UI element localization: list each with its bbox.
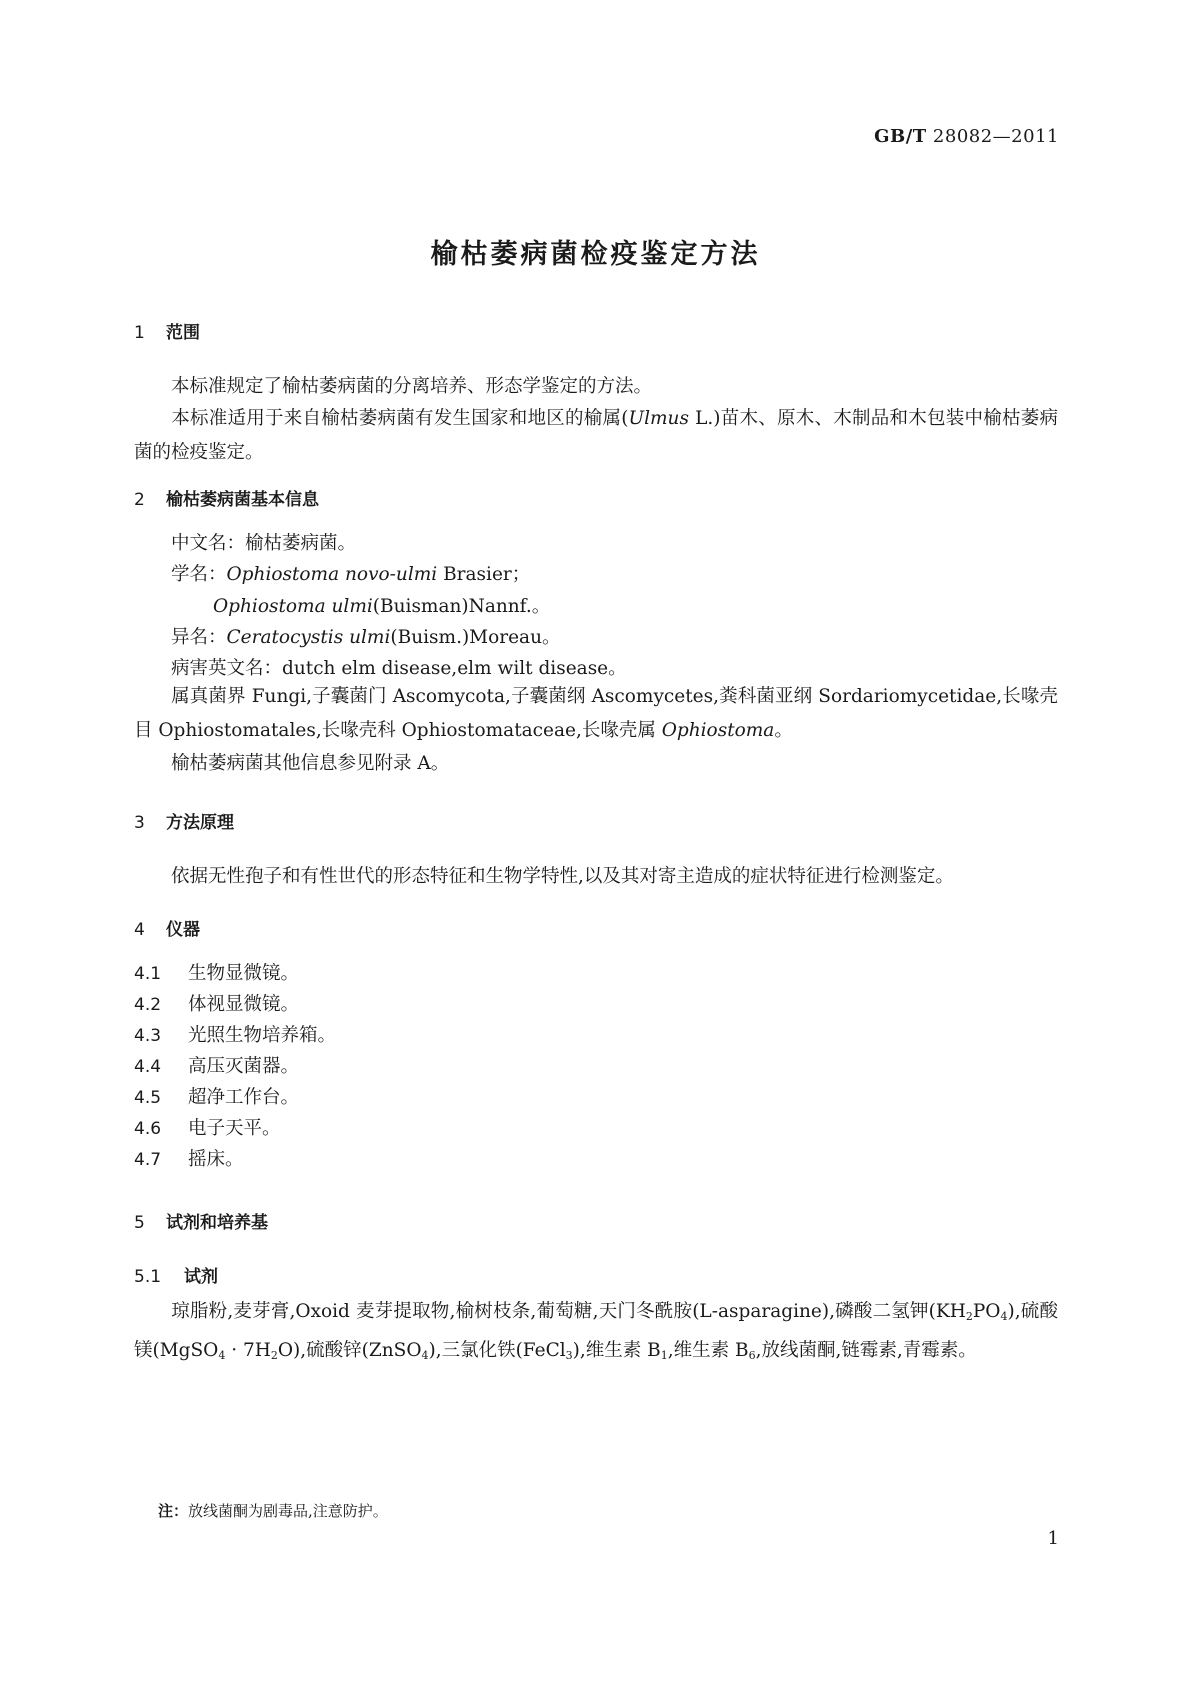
synonym-label: 异名： [171, 627, 227, 648]
item-number: 4.7 [134, 1150, 162, 1170]
item-text: 摇床。 [188, 1149, 244, 1170]
section-title: 试剂和培养基 [166, 1213, 268, 1233]
item-text: 超净工作台。 [188, 1087, 300, 1108]
synonym [171, 623, 561, 649]
instrument-item [134, 1114, 281, 1140]
reagents-text: PO [972, 1301, 1001, 1322]
sci-name-author: (Buisman)Nannf.。 [372, 596, 551, 617]
scientific-name-1 [171, 560, 530, 586]
section-title: 方法原理 [166, 813, 234, 833]
section-number: 5 [134, 1213, 145, 1233]
subscript: 4 [218, 1349, 226, 1362]
scope-text-2b: L.)苗木、原木、木制品和木包装中榆枯萎病菌的检疫鉴定。 [134, 408, 1058, 463]
section-1-heading [134, 318, 200, 343]
genus-ulmus: Ulmus [628, 408, 689, 429]
taxonomy-end: 。 [774, 720, 793, 741]
reagents-text: O),硫酸锌(ZnSO [277, 1340, 422, 1361]
section-3-heading [134, 808, 234, 833]
section-number: 3 [134, 813, 145, 833]
document-title: 榆枯萎病菌检疫鉴定方法 [430, 239, 761, 270]
item-number: 4.4 [134, 1057, 162, 1077]
section-4-heading [134, 915, 200, 940]
section-number: 1 [134, 323, 145, 343]
instrument-item [134, 1145, 244, 1171]
scope-text-1: 本标准规定了榆枯萎病菌的分离培养、形态学鉴定的方法。 [171, 376, 653, 397]
section-number: 4 [134, 920, 145, 940]
principle-text: 依据无性孢子和有性世代的形态特征和生物学特性,以及其对寄主造成的症状特征进行检测鉴定。 [171, 866, 954, 887]
subsection-number: 5.1 [134, 1267, 162, 1287]
item-number: 4.3 [134, 1026, 162, 1046]
section-number: 2 [134, 490, 145, 510]
subscript: 6 [748, 1349, 756, 1362]
subscript: 3 [565, 1349, 573, 1362]
sci-name-italic: Ophiostoma novo-ulmi [226, 564, 438, 585]
other-info: 榆枯萎病菌其他信息参见附录 A。 [171, 753, 450, 774]
item-text: 体视显微镜。 [188, 994, 300, 1015]
synonym-author: (Buism.)Moreau。 [390, 627, 561, 648]
note [158, 1500, 388, 1521]
scope-paragraph-2 [134, 402, 1058, 470]
subscript: 4 [1000, 1310, 1008, 1323]
standard-code-number: 28082—2011 [932, 126, 1059, 147]
item-number: 4.2 [134, 995, 162, 1015]
item-number: 4.1 [134, 964, 162, 984]
reagents-text: ),三氯化铁(FeCl [428, 1340, 566, 1361]
item-text: 光照生物培养箱。 [188, 1025, 337, 1046]
reagents-text: 琼脂粉,麦芽膏,Oxoid 麦芽提取物,榆树枝条,葡萄糖,天门冬酰胺(L-asparagine),磷酸二氢钾(KH [171, 1301, 966, 1322]
section-title: 范围 [166, 323, 200, 343]
item-number: 4.5 [134, 1088, 162, 1108]
instrument-item [134, 1021, 336, 1047]
sci-label: 学名： [171, 564, 227, 585]
subsection-title: 试剂 [184, 1267, 218, 1287]
subscript: 2 [965, 1310, 973, 1323]
instrument-item [134, 1083, 299, 1109]
subscript: 2 [270, 1349, 278, 1362]
principle-paragraph [134, 860, 1058, 894]
english-name: 病害英文名：dutch elm disease,elm wilt disease。 [171, 658, 627, 679]
section-2-heading [134, 485, 319, 510]
sci-name-italic: Ophiostoma ulmi [213, 596, 373, 617]
page-number: 1 [1047, 1528, 1059, 1549]
item-text: 高压灭菌器。 [188, 1056, 300, 1077]
reagents-text: ),维生素 B [572, 1340, 661, 1361]
instrument-item [134, 990, 299, 1016]
taxonomy-paragraph [134, 680, 1058, 748]
genus-ophiostoma: Ophiostoma [661, 720, 775, 741]
taxonomy-text: 属真菌界 Fungi,子囊菌门 Ascomycota,子囊菌纲 Ascomycetes,粪科菌亚纲 Sordariomycetidae,长喙壳目 Ophiostomatales,长喙壳科 Ophiostomataceae,长喙壳属 [134, 686, 1058, 741]
reagents-text: ),硫酸镁(MgSO [134, 1301, 1058, 1361]
standard-code [874, 126, 1059, 147]
reagents-paragraph [134, 1295, 1058, 1373]
item-text: 生物显微镜。 [188, 963, 300, 984]
subscript: 1 [660, 1349, 668, 1362]
standard-code-prefix: GB/T [874, 126, 927, 147]
note-label: 注： [158, 1502, 189, 1520]
synonym-italic: Ceratocystis ulmi [226, 627, 391, 648]
reagents-text: ,放线菌酮,链霉素,青霉素。 [755, 1340, 977, 1361]
scope-paragraph-1 [134, 370, 1058, 404]
section-title: 榆枯萎病菌基本信息 [166, 490, 319, 510]
section-5-heading [134, 1208, 268, 1233]
section-title: 仪器 [166, 920, 200, 940]
instrument-item [134, 1052, 299, 1078]
scientific-name-2 [213, 592, 550, 618]
reagents-text: ,维生素 B [667, 1340, 749, 1361]
sci-name-author: Brasier； [437, 564, 531, 585]
reagents-text: · 7H [225, 1340, 271, 1361]
item-text: 电子天平。 [188, 1118, 281, 1139]
scope-text-2a: 本标准适用于来自榆枯萎病菌有发生国家和地区的榆属( [171, 408, 629, 429]
section-5-1-heading [134, 1262, 218, 1287]
subscript: 4 [421, 1349, 429, 1362]
chinese-name: 中文名：榆枯萎病菌。 [171, 533, 357, 554]
item-number: 4.6 [134, 1119, 162, 1139]
note-text: 放线菌酮为剧毒品,注意防护。 [188, 1502, 388, 1520]
instrument-item [134, 959, 299, 985]
